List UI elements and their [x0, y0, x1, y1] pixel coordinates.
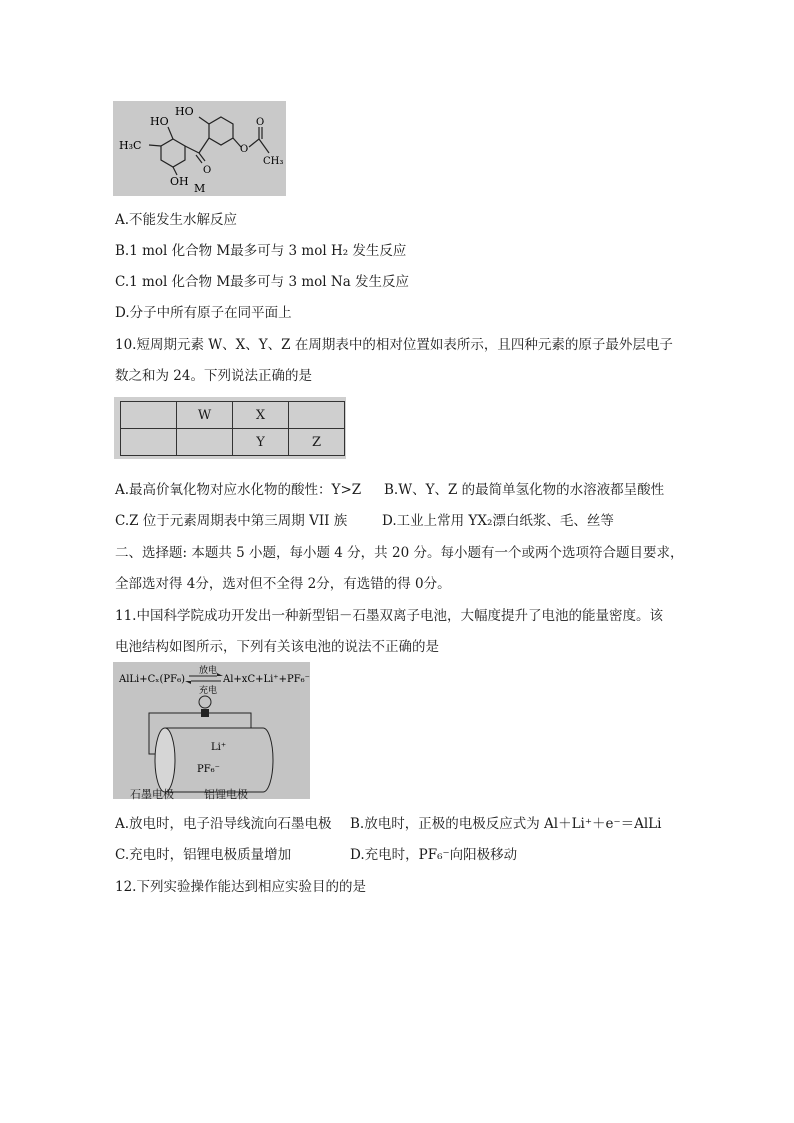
label-pf6-ion: PF₆⁻ — [197, 764, 220, 775]
equation-right: Al+xC+Li⁺+PF₆⁻ — [223, 674, 310, 685]
q12-stem: 12.下列实验操作能达到相应实验目的的是 — [115, 879, 366, 895]
q11-option-c: C.充电时，铝锂电极质量增加 — [115, 847, 292, 863]
label-o-acyl: O — [256, 117, 265, 128]
table-cell — [121, 402, 177, 429]
label-ho-left: HO — [150, 115, 169, 128]
battery-figure — [113, 662, 310, 799]
q11-option-d: D.充电时，PF₆⁻向阳极移动 — [350, 847, 518, 863]
q10-option-a: A.最高价氧化物对应水化物的酸性：Y>Z — [115, 482, 362, 498]
label-o-carbonyl: O — [203, 165, 212, 176]
table-cell: Y — [233, 429, 289, 456]
q10-option-c: C.Z 位于元素周期表中第三周期 VII 族 — [115, 513, 348, 529]
table-cell: W — [177, 402, 233, 429]
q10-stem-line1: 10.短周期元素 W、X、Y、Z 在周期表中的相对位置如表所示，且四种元素的原子最外层电子 — [115, 337, 673, 353]
figure-caption-m: M — [194, 182, 206, 195]
table-cell: X — [233, 402, 289, 429]
periodic-table-fragment — [114, 397, 346, 459]
table-cell: Z — [289, 429, 345, 456]
q9-option-b: B.1 mol 化合物 M最多可与 3 mol H₂ 发生反应 — [115, 243, 407, 259]
label-ho-top: HO — [175, 105, 194, 118]
label-al-li-electrode: 铝锂电极 — [204, 788, 248, 801]
section2-line2: 全部选对得 4分，选对但不全得 2分，有选错的得 0分。 — [115, 576, 451, 592]
q11-option-b: B.放电时，正极的电极反应式为 Al＋Li⁺＋e⁻＝AlLi — [350, 816, 662, 832]
label-oh-bottom: OH — [170, 175, 189, 188]
q9-option-c: C.1 mol 化合物 M最多可与 3 mol Na 发生反应 — [115, 274, 410, 290]
q11-option-a: A.放电时，电子沿导线流向石墨电极 — [115, 816, 332, 832]
q11-stem-line1: 11.中国科学院成功开发出一种新型铝－石墨双离子电池，大幅度提升了电池的能量密度。该 — [115, 608, 663, 624]
q9-option-a: A.不能发生水解反应 — [115, 212, 238, 228]
label-o-ester: O — [240, 144, 249, 155]
label-graphite-electrode: 石墨电极 — [130, 788, 174, 801]
table-cell — [121, 429, 177, 456]
q11-stem-line2: 电池结构如图所示，下列有关该电池的说法不正确的是 — [115, 639, 439, 655]
section2-line1: 二、选择题: 本题共 5 小题，每小题 4 分，共 20 分。每小题有一个或两个选项符合题目要求， — [115, 545, 684, 561]
q10-option-b: B.W、Y、Z 的最简单氢化物的水溶液都呈酸性 — [384, 482, 665, 498]
q9-option-d: D.分子中所有原子在同平面上 — [115, 305, 292, 321]
q10-option-d: D.工业上常用 YX₂漂白纸浆、毛、丝等 — [382, 513, 614, 529]
label-h3c: H₃C — [119, 139, 142, 152]
label-li-ion: Li⁺ — [211, 742, 227, 753]
equation-left: AlLi+Cₓ(PF₆) — [119, 674, 186, 685]
label-discharge: 放电 — [199, 666, 218, 676]
table-cell — [177, 429, 233, 456]
label-ch3-right: CH₃ — [263, 156, 284, 167]
q10-stem-line2: 数之和为 24。下列说法正确的是 — [115, 368, 312, 384]
table-cell — [289, 402, 345, 429]
compound-m-structure-figure — [113, 101, 286, 196]
label-charge: 充电 — [199, 686, 218, 696]
